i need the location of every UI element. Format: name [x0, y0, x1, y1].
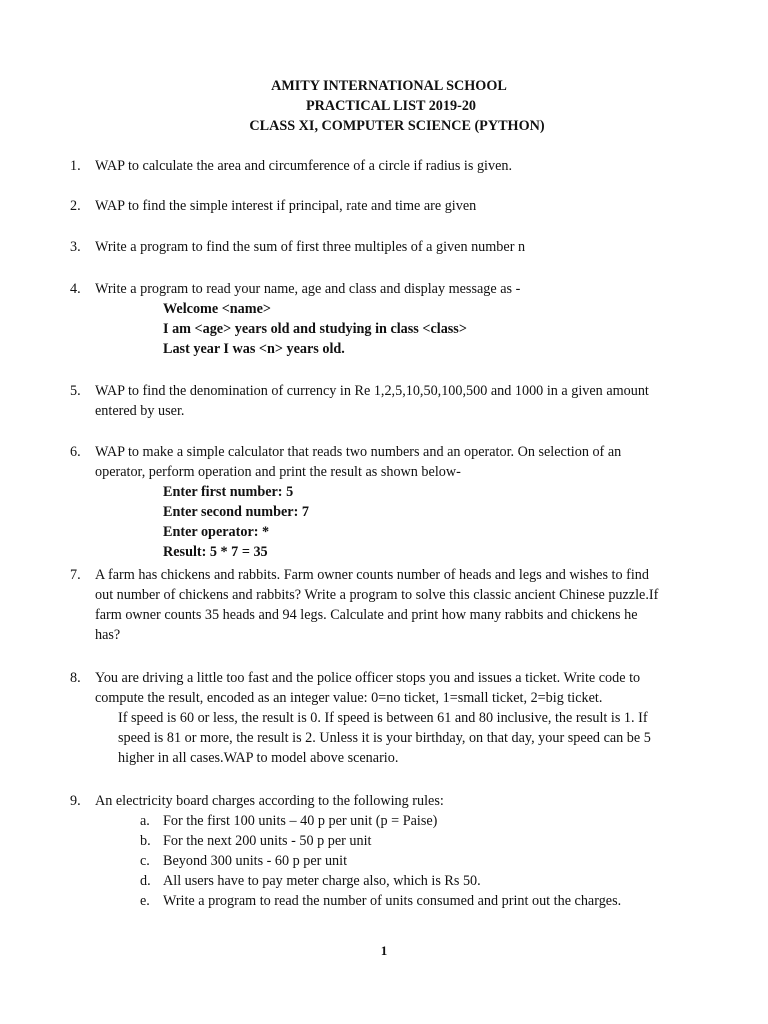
question-number: 9. — [70, 793, 81, 809]
question-text: entered by user. — [95, 403, 185, 419]
question-number: 3. — [70, 239, 81, 255]
question-text: operator, perform operation and print the result as shown below- — [95, 464, 461, 480]
sub-item-e — [140, 891, 710, 911]
sample-output-line: I am <age> years old and studying in class <class> — [163, 321, 467, 337]
sample-output-line: Last year I was <n> years old. — [163, 341, 345, 357]
sub-item-letter: a. — [140, 813, 150, 829]
question-number: 7. — [70, 567, 81, 583]
question-number: 4. — [70, 281, 81, 297]
school-name: AMITY INTERNATIONAL SCHOOL — [271, 78, 507, 94]
sub-item-letter: d. — [140, 873, 151, 889]
question-4 — [70, 279, 710, 359]
question-2 — [70, 196, 710, 216]
sub-item-letter: b. — [140, 833, 151, 849]
document-header — [0, 76, 768, 136]
sub-item-letter: c. — [140, 853, 150, 869]
question-number: 1. — [70, 158, 81, 174]
sub-item-text: For the next 200 units - 50 p per unit — [163, 833, 372, 849]
question-text: out number of chickens and rabbits? Write a program to solve this classic ancient Chinese puzzle.If — [95, 587, 659, 603]
question-text: A farm has chickens and rabbits. Farm owner counts number of heads and legs and wishes to find — [95, 567, 649, 583]
sample-output-line: Enter second number: 7 — [163, 504, 309, 520]
sub-item-c — [140, 851, 710, 871]
sub-item-text: Beyond 300 units - 60 p per unit — [163, 853, 348, 869]
question-3 — [70, 237, 710, 257]
sub-item-text: All users have to pay meter charge also, which is Rs 50. — [163, 873, 481, 889]
question-text: Write a program to find the sum of first three multiples of a given number n — [95, 239, 526, 255]
question-text: WAP to make a simple calculator that reads two numbers and an operator. On selection of an — [95, 444, 622, 460]
question-text: An electricity board charges according to the following rules: — [95, 793, 444, 809]
question-text: WAP to find the denomination of currency in Re 1,2,5,10,50,100,500 and 1000 in a given amount — [95, 383, 649, 399]
class-title: CLASS XI, COMPUTER SCIENCE (PYTHON) — [249, 118, 545, 134]
question-detail: higher in all cases.WAP to model above scenario. — [118, 750, 399, 766]
question-text: WAP to find the simple interest if principal, rate and time are given — [95, 198, 477, 214]
question-detail: speed is 81 or more, the result is 2. Unless it is your birthday, on that day, your speed can be 5 — [118, 730, 651, 746]
question-text: has? — [95, 627, 121, 643]
question-number: 6. — [70, 444, 81, 460]
question-text: You are driving a little too fast and the police officer stops you and issues a ticket. Write code to — [95, 670, 641, 686]
sub-item-letter: e. — [140, 893, 150, 909]
question-detail: If speed is 60 or less, the result is 0. If speed is between 61 and 80 inclusive, the result is 1. If — [118, 710, 648, 726]
question-number: 8. — [70, 670, 81, 686]
sub-item-d — [140, 871, 710, 891]
question-text: compute the result, encoded as an integer value: 0=no ticket, 1=small ticket, 2=big ticket. — [95, 690, 603, 706]
sub-item-a — [140, 811, 710, 831]
question-1 — [70, 156, 710, 176]
question-number: 5. — [70, 383, 81, 399]
page-number: 1 — [380, 943, 388, 958]
question-5 — [70, 381, 710, 421]
sample-output-line: Result: 5 * 7 = 35 — [163, 544, 268, 560]
question-text: farm owner counts 35 heads and 94 legs. Calculate and print how many rabbits and chickens he — [95, 607, 638, 623]
list-title: PRACTICAL LIST 2019-20 — [305, 98, 477, 114]
question-7 — [70, 565, 710, 645]
sample-output-line: Welcome <name> — [163, 301, 271, 317]
question-number: 2. — [70, 198, 81, 214]
question-text: Write a program to read your name, age and class and display message as - — [95, 281, 521, 297]
question-9 — [70, 791, 710, 911]
sample-output-line: Enter first number: 5 — [163, 484, 294, 500]
question-8 — [70, 668, 710, 768]
sample-output-line: Enter operator: * — [163, 524, 270, 540]
question-6 — [70, 442, 710, 562]
question-text: WAP to calculate the area and circumference of a circle if radius is given. — [95, 158, 513, 174]
sub-item-b — [140, 831, 710, 851]
sub-item-text: Write a program to read the number of units consumed and print out the charges. — [163, 893, 622, 909]
sub-item-text: For the first 100 units – 40 p per unit (p = Paise) — [163, 813, 438, 829]
